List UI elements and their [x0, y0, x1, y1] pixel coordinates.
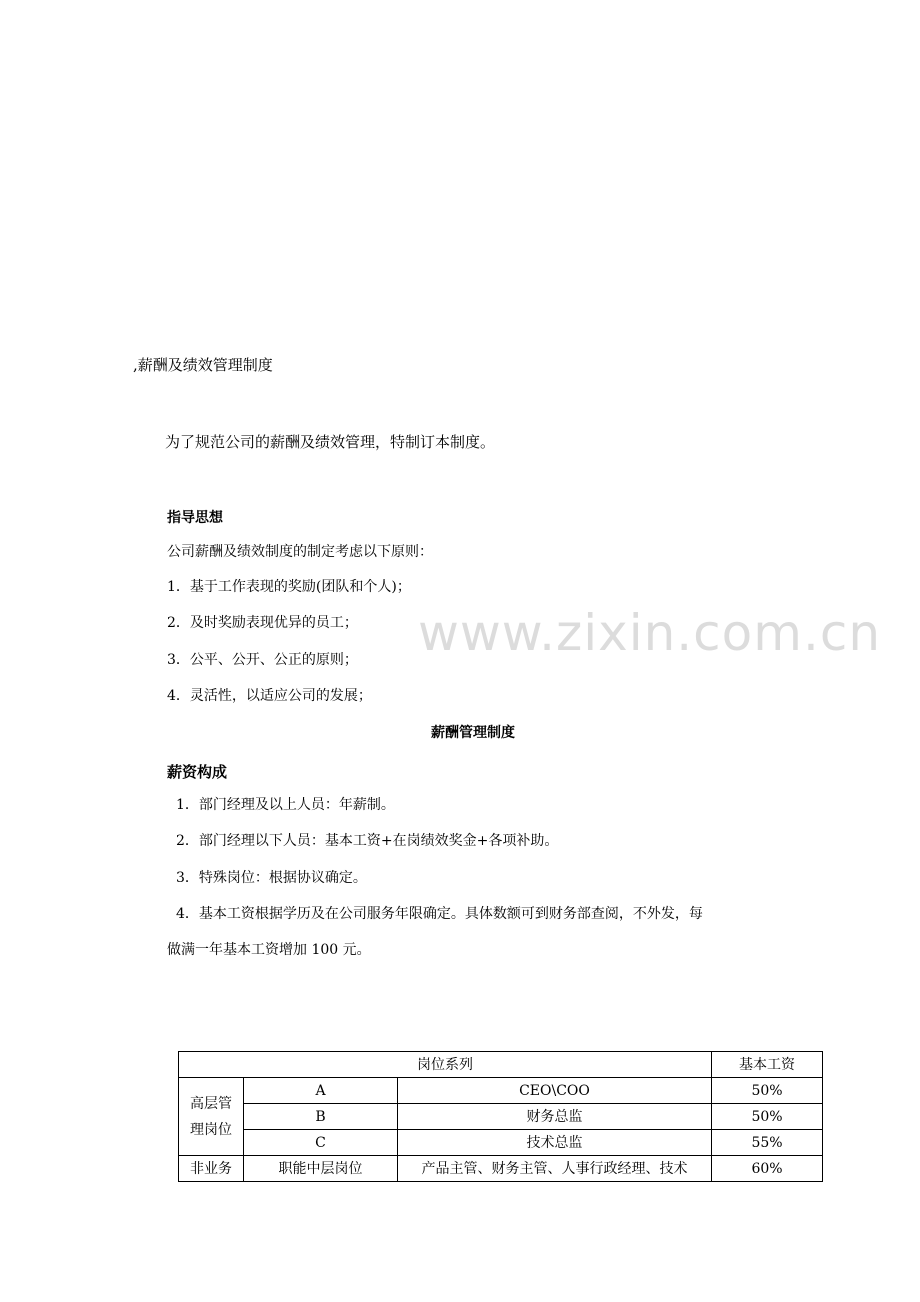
guiding-item-4: 4．灵活性，以适应公司的发展；: [167, 688, 372, 704]
title-cell: 技术总监: [398, 1130, 712, 1156]
section-title: 薪酬管理制度: [431, 725, 515, 741]
salary-table: [178, 1051, 823, 1182]
group-senior-line-1: 高层管: [190, 1095, 232, 1112]
guiding-item-3: 3．公平、公开、公正的原则；: [167, 652, 358, 668]
compensation-item-2: 2．部门经理以下人员：基本工资+在岗绩效奖金+各项补助。: [176, 833, 559, 849]
title-cell: CEO\COO: [398, 1078, 712, 1104]
compensation-item-4-continued: 做满一年基本工资增加 100 元。: [167, 942, 371, 958]
group-non-business: 非业务: [179, 1156, 244, 1182]
compensation-heading: 薪资构成: [167, 763, 228, 781]
table-row: [179, 1130, 823, 1156]
compensation-item-1: 1．部门经理及以上人员：年薪制。: [176, 797, 395, 813]
header-position-series: 岗位系列: [179, 1052, 712, 1078]
percent-cell: 50%: [712, 1078, 823, 1104]
level-cell: C: [244, 1130, 398, 1156]
title-cell: 产品主管、财务主管、人事行政经理、技术: [398, 1156, 712, 1182]
table-header-row: [179, 1052, 823, 1078]
compensation-item-4: 4．基本工资根据学历及在公司服务年限确定。具体数额可到财务部查阅，不外发，每: [176, 906, 703, 922]
watermark: www.zixin.com.cn: [418, 604, 882, 662]
table-row: [179, 1104, 823, 1130]
level-cell: B: [244, 1104, 398, 1130]
percent-cell: 60%: [712, 1156, 823, 1182]
guiding-lead: 公司薪酬及绩效制度的制定考虑以下原则：: [167, 544, 433, 560]
intro-paragraph: 为了规范公司的薪酬及绩效管理，特制订本制度。: [165, 433, 496, 451]
table-row: [179, 1078, 823, 1104]
table-row: [179, 1156, 823, 1182]
percent-cell: 55%: [712, 1130, 823, 1156]
group-senior-line-2: 理岗位: [190, 1121, 232, 1138]
group-senior-management: [179, 1078, 244, 1156]
compensation-item-3: 3．特殊岗位：根据协议确定。: [176, 870, 367, 886]
guiding-heading: 指导思想: [167, 510, 223, 526]
document-title: ,薪酬及绩效管理制度: [133, 356, 273, 374]
guiding-item-1: 1．基于工作表现的奖励(团队和个人)；: [167, 579, 411, 595]
title-cell: 财务总监: [398, 1104, 712, 1130]
percent-cell: 50%: [712, 1104, 823, 1130]
level-cell: A: [244, 1078, 398, 1104]
guiding-item-2: 2．及时奖励表现优异的员工；: [167, 615, 358, 631]
header-base-salary: 基本工资: [712, 1052, 823, 1078]
level-cell: 职能中层岗位: [244, 1156, 398, 1182]
